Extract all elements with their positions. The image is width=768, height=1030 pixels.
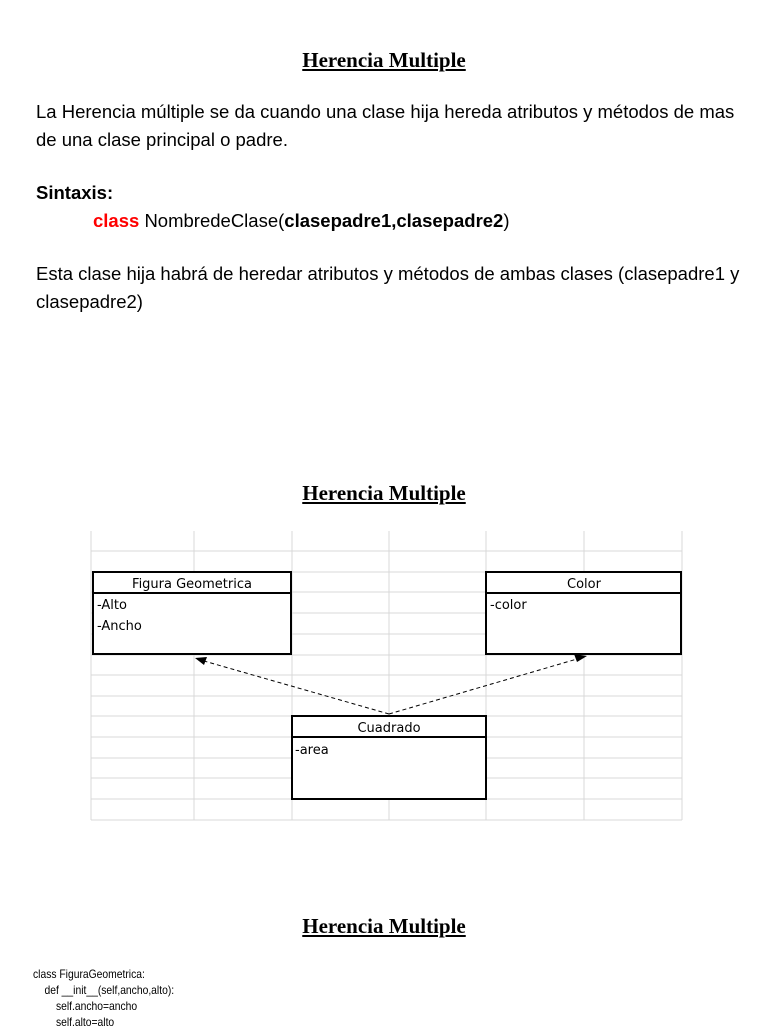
code-line: def __init__(self,ancho,alto): — [33, 983, 175, 997]
code-line: self.ancho=ancho — [33, 999, 138, 1013]
class-keyword: class — [93, 210, 140, 231]
arrow-to-color — [389, 659, 577, 714]
syntax-heading: Sintaxis: — [36, 182, 114, 203]
section-title-2: Herencia Multiple — [302, 481, 466, 505]
explanation-paragraph: Esta clase hija habrá de heredar atributos y métodos de ambas clases (clasepadre1 y clasepadre2) — [36, 263, 740, 312]
class-box-figura-geometrica — [93, 572, 291, 654]
class-name: NombredeClase( — [144, 210, 285, 231]
section-title-1: Herencia Multiple — [302, 48, 466, 72]
attribute-area: -area — [295, 743, 329, 758]
attribute-color: -color — [490, 598, 527, 613]
inheritance-arrows — [195, 654, 587, 714]
arrowhead-figura — [195, 657, 207, 665]
intro-paragraph: La Herencia múltiple se da cuando una clase hija hereda atributos y métodos de mas de una clase principal o padre. — [36, 101, 735, 150]
code-block — [33, 966, 174, 1030]
arrow-to-figura — [204, 661, 389, 714]
code-line: self.alto=alto — [33, 1015, 115, 1029]
attribute-alto: -Alto — [97, 598, 127, 613]
parent-classes: clasepadre1,clasepadre2 — [284, 210, 504, 231]
class-box-cuadrado — [292, 716, 486, 799]
code-line: class FiguraGeometrica: — [33, 967, 145, 981]
arrowhead-color — [574, 654, 587, 662]
syntax-close: ) — [503, 210, 510, 231]
attribute-ancho: -Ancho — [97, 619, 142, 634]
class-name-figura: Figura Geometrica — [132, 577, 252, 592]
section-title-3: Herencia Multiple — [302, 914, 466, 938]
class-box-color — [486, 572, 681, 654]
class-name-color: Color — [567, 577, 601, 592]
class-name-cuadrado: Cuadrado — [357, 721, 421, 736]
syntax-line — [93, 207, 510, 235]
